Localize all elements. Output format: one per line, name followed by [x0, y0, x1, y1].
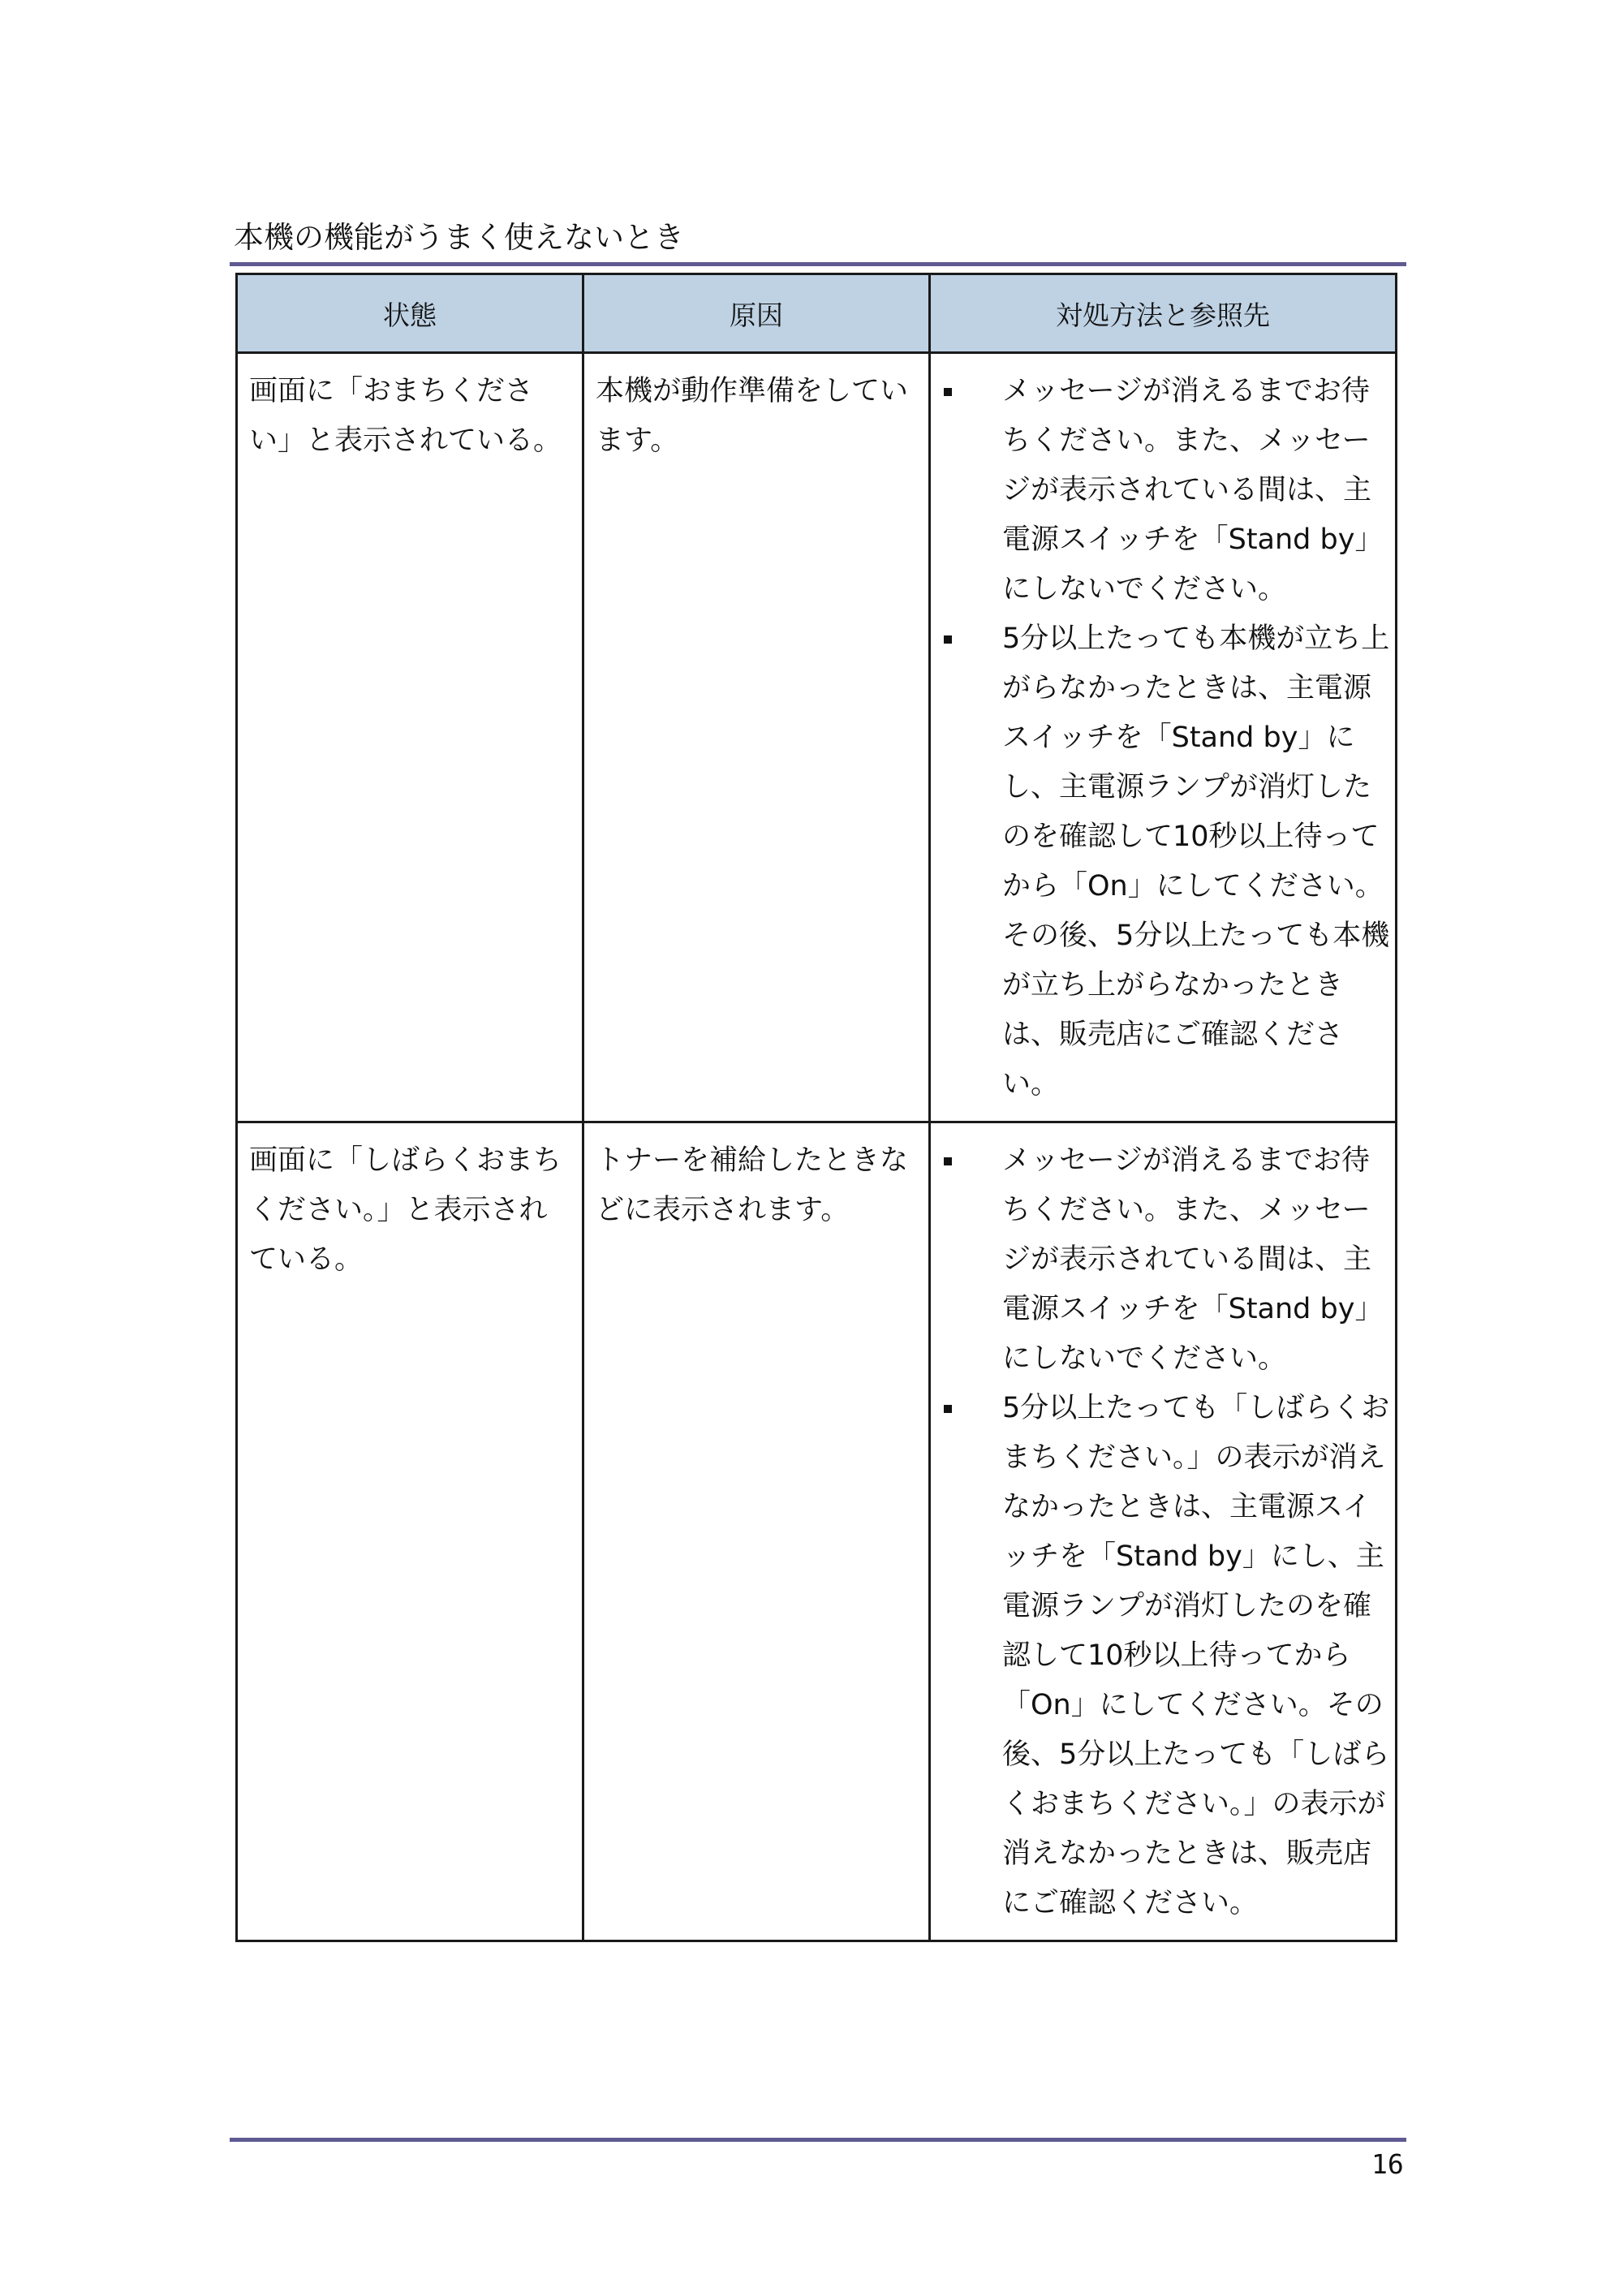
bullet-square-icon [944, 1157, 952, 1165]
cause-cell: トナーを補給したときなどに表示されます。 [583, 1122, 930, 1941]
remedy-text: 5分以上たっても本機が立ち上がらなかったときは、主電源スイッチを「Stand by」にし、主電源ランプが消灯したのを確認して10秒以上待ってから「On」にしてください。その後、5分以上たっても本機が立ち上がらなかったときは、販売店にご確認ください。 [1002, 622, 1390, 1101]
section-title: 本機の機能がうまく使えないとき [234, 220, 684, 255]
remedy-text: 5分以上たっても「しばらくおまちください。」の表示が消えなかったときは、主電源スイッチを「Stand by」にし、主電源ランプが消灯したのを確認して10秒以上待ってから「On」にしてください。その後、5分以上たっても「しばらくおまちください。」の表示が消えなかったときは、販売店にご確認ください。 [1002, 1392, 1390, 1919]
footer-rule [230, 2138, 1406, 2142]
header-cause: 原因 [583, 274, 930, 353]
troubleshooting-table-container [235, 273, 1395, 1942]
table-row [237, 1122, 1397, 1941]
table-header-row [237, 274, 1397, 353]
table-row [237, 353, 1397, 1122]
cause-cell: 本機が動作準備をしています。 [583, 353, 930, 1122]
page-number: 16 [1371, 2148, 1404, 2180]
remedy-text: メッセージが消えるまでお待ちください。また、メッセージが表示されている間は、主電源スイッチを「Stand by」にしないでください。 [1002, 1144, 1384, 1375]
condition-cell: 画面に「おまちください」と表示されている。 [237, 353, 583, 1122]
remedy-cell [930, 1122, 1397, 1941]
condition-cell: 画面に「しばらくおまちください。」と表示されている。 [237, 1122, 583, 1941]
remedy-list [939, 1136, 1390, 1928]
bullet-square-icon [944, 1405, 952, 1413]
remedy-item [939, 367, 1390, 614]
remedy-item [939, 1384, 1390, 1928]
remedy-text: メッセージが消えるまでお待ちください。また、メッセージが表示されている間は、主電源スイッチを「Stand by」にしないでください。 [1002, 375, 1384, 605]
header-condition: 状態 [237, 274, 583, 353]
remedy-cell [930, 353, 1397, 1122]
remedy-list [939, 367, 1390, 1109]
header-remedy: 対処方法と参照先 [930, 274, 1397, 353]
troubleshooting-table [235, 273, 1397, 1942]
header-rule [230, 262, 1406, 266]
remedy-item [939, 1136, 1390, 1384]
bullet-square-icon [944, 635, 952, 644]
remedy-item [939, 614, 1390, 1109]
bullet-square-icon [944, 388, 952, 396]
